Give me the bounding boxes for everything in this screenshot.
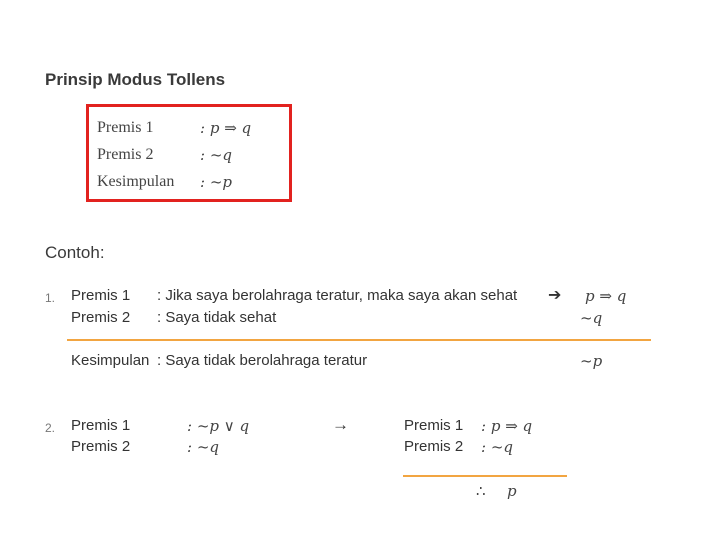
ex1-kesimpulan-text: : Saya tidak berolahraga teratur: [157, 352, 368, 369]
ex2-conclusion: p: [507, 482, 517, 500]
right-arrow-icon: →: [332, 415, 349, 434]
ex2-premis-2-label: Premis 2: [71, 438, 131, 455]
ex1-kesimpulan-symbol: ~p: [580, 352, 603, 370]
ex2-right-premis-1-label: Premis 1: [404, 417, 464, 434]
ex1-kesimpulan-label: Kesimpulan: [71, 352, 150, 369]
ex2-right-premis-2-label: Premis 2: [404, 438, 464, 455]
ex2-premis-2-value: : ~q: [187, 438, 219, 456]
divider-line: [67, 339, 651, 341]
therefore-icon: ∴: [476, 482, 486, 500]
box-kesimpulan-value: : ~p: [200, 173, 232, 191]
ex2-premis-1-label: Premis 1: [71, 417, 131, 434]
ex1-premis-2-label: Premis 2: [71, 309, 131, 326]
ex1-premis-1-text: : Jika saya berolahraga teratur, maka saya akan sehat: [157, 287, 518, 304]
ex1-premis-2-text: : Saya tidak sehat: [157, 309, 277, 326]
example-1-number: 1.: [45, 291, 56, 305]
box-premis-2-value: : ~q: [200, 146, 232, 164]
ex2-right-premis-2-value: : ~q: [481, 438, 513, 456]
page-title: Prinsip Modus Tollens: [45, 70, 226, 89]
example-2-number: 2.: [45, 421, 56, 435]
ex1-premis-2-symbol: ~q: [580, 309, 603, 327]
box-premis-1-value: : p ⇒ q: [200, 119, 252, 137]
ex1-premis-1-label: Premis 1: [71, 287, 131, 304]
box-premis-2-label: Premis 2: [97, 146, 154, 163]
ex1-premis-1-symbol: p ⇒ q: [585, 287, 627, 305]
divider-line-2: [403, 475, 567, 477]
arrow-icon: ➔: [548, 287, 562, 304]
box-kesimpulan-label: Kesimpulan: [97, 173, 175, 190]
ex2-right-premis-1-value: : p ⇒ q: [481, 417, 533, 435]
box-premis-1-label: Premis 1: [97, 119, 154, 136]
ex2-premis-1-value: : ~p ∨ q: [187, 417, 250, 435]
contoh-heading: Contoh:: [45, 243, 105, 262]
